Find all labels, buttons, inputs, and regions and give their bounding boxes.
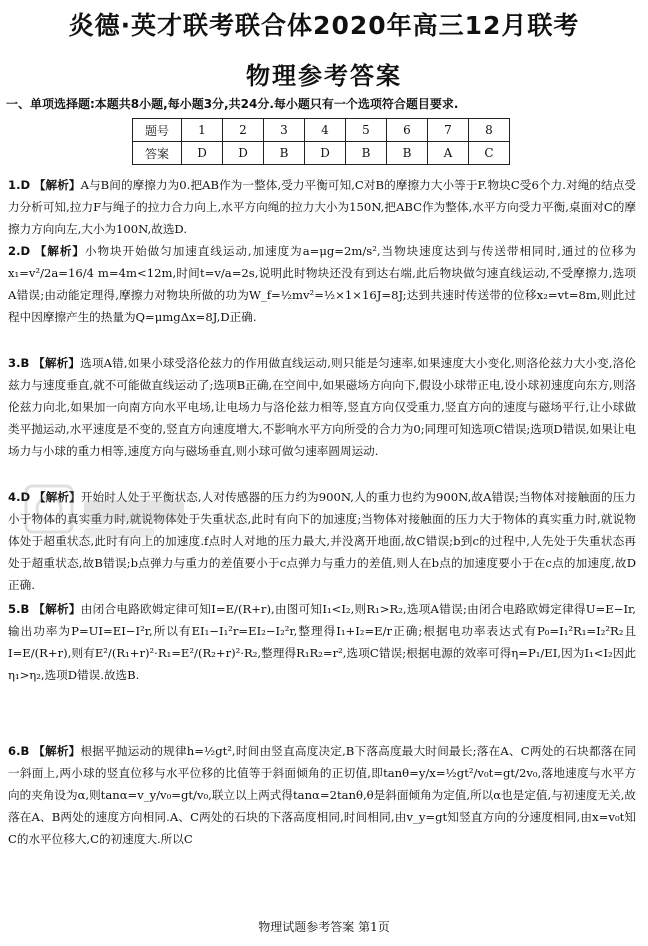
table-cell: B	[264, 142, 305, 165]
analysis-tag: 【解析】	[33, 744, 81, 758]
question-number: 1.D	[8, 178, 31, 192]
section-heading: 一、单项选择题:本题共8小题,每小题3分,共24分.每小题只有一个选项符合题目要求.	[6, 97, 459, 111]
question-2-solution	[8, 240, 636, 328]
table-header-cell: 答案	[133, 142, 182, 165]
table-cell: D	[305, 142, 346, 165]
table-cell: 6	[387, 119, 428, 142]
table-cell: B	[346, 142, 387, 165]
table-cell: B	[387, 142, 428, 165]
question-number: 5.B	[8, 602, 30, 616]
analysis-tag: 【解析】	[33, 356, 81, 370]
analysis-tag: 【解析】	[33, 178, 81, 192]
answer-table	[132, 118, 510, 165]
analysis-tag: 【解析】	[33, 602, 81, 616]
document-title: 炎德·英才联考联合体2020年高三12月联考	[68, 11, 580, 40]
page-footer: 物理试题参考答案 第1页	[258, 920, 390, 934]
question-1-solution	[8, 174, 636, 240]
table-cell: 7	[428, 119, 469, 142]
answer-table-answer-row	[133, 142, 510, 165]
solution-text: 由闭合电路欧姆定律可知I=E/(R+r),由图可知I₁<I₂,则R₁>R₂,选项A错误;由闭合电路欧姆定律得U=E−Ir,输出功率为P=UI=EI−I²r,所以有EI₁−I₁²r=EI₂−I₂²r,整理得I₁+I₂=E/r正确;根据电功率表达式有P₀=I₁²R₁=I₂²R₂且I=E/(R+r),则有E²/(R₁+r)²·R₁=E²/(R₂+r)²·R₂,整理得R₁R₂=r²,选项C错误;根据电源的效率可得η=P₁/EI,因为I₁<I₂因此η₁>η₂,选项D错误.故选B.	[8, 602, 636, 682]
table-cell: 8	[469, 119, 510, 142]
table-cell: D	[182, 142, 223, 165]
answer-table-number-row	[133, 119, 510, 142]
question-number: 6.B	[8, 744, 30, 758]
question-number: 3.B	[8, 356, 30, 370]
table-header-cell: 题号	[133, 119, 182, 142]
solution-text: A与B间的摩擦力为0.把AB作为一整体,受力平衡可知,C对B的摩擦力大小等于F.物块C受6个力.对绳的结点受力分析可知,拉力F与绳子的拉力合力向上,水平方向绳的拉力大小为150N,把ABC作为整体,水平方向受力平衡,桌面对C的摩擦力方向向左,大小为100N,故选D.	[8, 178, 636, 236]
table-cell: A	[428, 142, 469, 165]
document-subtitle: 物理参考答案	[246, 62, 402, 90]
table-cell: 1	[182, 119, 223, 142]
question-number: 2.D	[8, 244, 31, 258]
solution-text: 小物块开始做匀加速直线运动,加速度为a=μg=2m/s²,当物块速度达到与传送带相同时,通过的位移为x₁=v²/2a=16/4 m=4m<12m,时间t=v/a=2s,说明此时物块还没有到达右端,此后物块做匀速直线运动,不受摩擦力,选项A错误;由动能定理得,摩擦力对物块所做的功为W_f=½mv²=½×1×16J=8J;达到共速时传送带的位移x₂=vt=8m,则此过程中因摩擦产生的热量为Q=μmgΔx=8J,D正确.	[8, 244, 637, 324]
table-cell: 2	[223, 119, 264, 142]
table-cell: 5	[346, 119, 387, 142]
table-cell: D	[223, 142, 264, 165]
analysis-tag: 【解析】	[34, 244, 85, 258]
solution-text: 根据平抛运动的规律h=½gt²,时间由竖直高度决定,B下落高度最大时间最长;落在A、C两处的石块都落在同一斜面上,两小球的竖直位移与水平位移的比值等于斜面倾角的正切值,即tanθ=y/x=½gt²/v₀t=gt/2v₀,落地速度与水平方向的夹角设为α,则tanα=v_y/v₀=gt/v₀,联立以上两式得tanα=2tanθ,θ是斜面倾角为定值,所以α也是定值,与初速度无关,故落在A、B两处的速度方向相同.A、C两处的石块的下落高度相同,时间相同,由v_y=gt知竖直方向的分速度相同,由x=v₀t知C的水平位移大,C的初速度大.所以C	[8, 744, 636, 846]
question-number: 4.D	[8, 490, 31, 504]
table-cell: C	[469, 142, 510, 165]
table-cell: 3	[264, 119, 305, 142]
solution-text: 开始时人处于平衡状态,人对传感器的压力约为900N,人的重力也约为900N,故A错误;当物体对接触面的压力小于物体的真实重力时,就说物体处于失重状态,此时有向下的加速度;当物体对接触面的压力大于物体的真实重力时,就说物体处于超重状态,此时有向上的加速度.f点时人对地的压力最大,并没离开地面,故C错误;b到c的过程中,人先处于失重状态再处于超重状态,故B错误;b点弹力与重力的差值要小于c点弹力与重力的差值,则人在b点的加速度要小于在c点的加速度,故D正确.	[8, 490, 636, 592]
question-6-solution	[8, 740, 636, 850]
analysis-tag: 【解析】	[33, 490, 81, 504]
question-5-solution	[8, 598, 636, 686]
question-3-solution	[8, 352, 636, 462]
question-4-solution	[8, 486, 636, 596]
table-cell: 4	[305, 119, 346, 142]
solution-text: 选项A错,如果小球受洛伦兹力的作用做直线运动,则只能是匀速率,如果速度大小变化,则洛伦兹力大小变,洛伦兹力与速度垂直,就不可能做直线运动了;选项B正确,在空间中,如果磁场方向向下,假设小球带正电,设小球初速度向东方,则洛伦兹力向北,如果加一向南方向水平电场,让电场力与洛伦兹力相等,竖直方向仅受重力,竖直方向的速度与磁场平行,让小球做类平抛运动,水平速度是不变的,竖直方向速度增大,不影响水平方向所受的合力为0;同理可知选项C错误;选项D错误,如果让电场力与小球的重力相等,速度方向与磁场垂直,则小球可做匀速率圆周运动.	[8, 356, 636, 458]
